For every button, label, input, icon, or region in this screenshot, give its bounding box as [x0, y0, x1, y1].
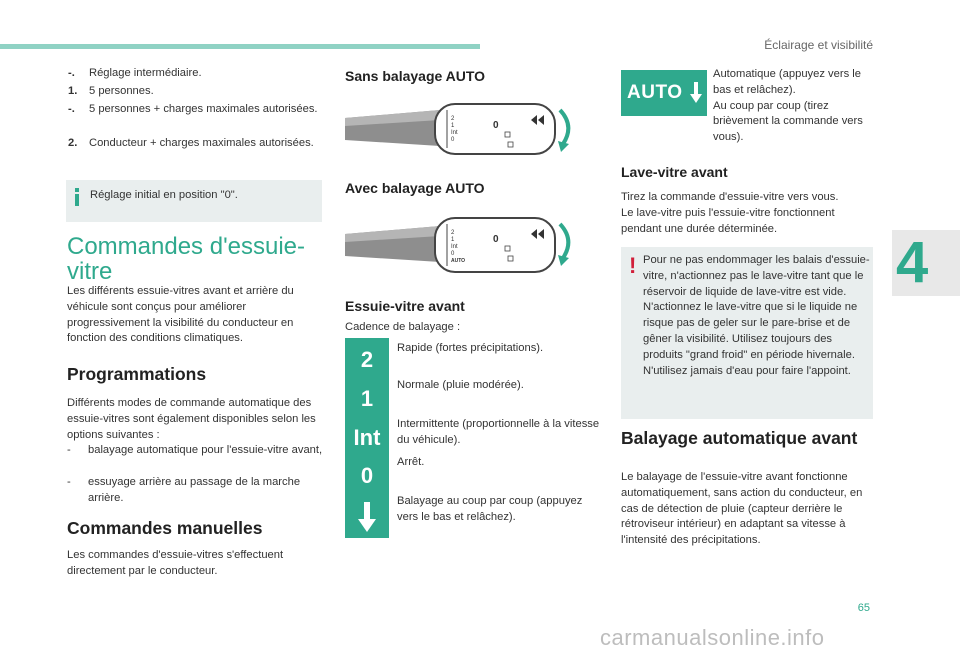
essuie-avant-title: Essuie-vitre avant [345, 298, 465, 314]
list-text: essuyage arrière au passage de la marche arrière. [88, 476, 301, 504]
lave-vitre-title: Lave-vitre avant [621, 164, 728, 180]
avec-auto-title: Avec balayage AUTO [345, 180, 485, 196]
list-text: Conducteur + charges maximales autorisées. [89, 137, 314, 149]
list-marker: -. [68, 103, 75, 115]
stalk-zero: 0 [493, 120, 499, 131]
section-header: Éclairage et visibilité [764, 38, 873, 52]
auto-badge-label: AUTO [627, 82, 683, 103]
manuelles-body: Les commandes d'essuie-vitres s'effectuent directement par le conducteur. [67, 549, 284, 577]
mode-tile-1: 1 [345, 377, 389, 421]
balayage-auto-title: Balayage automatique avant [621, 428, 858, 448]
list-text: 5 personnes + charges maximales autorisées. [89, 103, 318, 115]
mode-tile-2: 2 [345, 338, 389, 382]
list-text: 5 personnes. [89, 85, 154, 97]
top-accent-bar [0, 44, 480, 49]
mode-tile-single [345, 494, 389, 538]
commandes-title: Commandes d'essuie-vitre [67, 233, 306, 285]
stalk-label: 1 [451, 237, 455, 243]
list-dash: - [67, 444, 71, 456]
mode-text: Intermittente (proportionnelle à la vitesse du véhicule). [397, 418, 600, 446]
mode-tile-0: 0 [345, 454, 389, 498]
balayage-auto-body: Le balayage de l'essuie-vitre avant fonctionne automatiquement, sans action du conducteur, en cas de détection de pluie (capteur derrière le rétroviseur intérieur) en adaptant sa vitesse à l'intensité des précipitations. [621, 471, 863, 547]
info-box [66, 180, 322, 222]
list-marker: 2. [68, 137, 78, 149]
page-number: 65 [857, 602, 870, 614]
list-dash: - [67, 476, 71, 488]
lave-vitre-body: Tirez la commande d'essuie-vitre vers vous. Le lave-vitre puis l'essuie-vitre fonctionnent pendant une durée déterminée. [621, 191, 839, 235]
stalk-label: 0 [451, 251, 455, 257]
auto-badge [621, 70, 707, 116]
down-arrow-icon [689, 82, 703, 104]
chapter-tab [892, 230, 960, 296]
mode-text: Rapide (fortes précipitations). [397, 342, 544, 354]
stalk-label: AUTO [451, 258, 466, 264]
list-marker: -. [68, 67, 75, 79]
stalk-label: 0 [451, 137, 455, 143]
list-marker: 1. [68, 85, 78, 97]
stalk-zero: 0 [493, 234, 499, 245]
sans-auto-title: Sans balayage AUTO [345, 68, 486, 84]
list-text: balayage automatique pour l'essuie-vitre avant, [88, 444, 323, 456]
chapter-number: 4 [896, 230, 929, 295]
watermark: carmanualsonline.info [600, 625, 825, 650]
warning-text: Pour ne pas endommager les balais d'essuie-vitre, n'actionnez pas le lave-vitre tant que le réservoir de liquide de lave-vitre est vide. N'actionnez le lave-vitre que si le liquide ne risque pas de geler sur le pare-brise et de gêner la visibilité. Utilisez toujours des produits "grand froid" en période hivernale. N'utilisez jamais d'eau pour faire l'appoint. [643, 254, 870, 377]
programmations-intro: Différents modes de commande automatique des essuie-vitres sont également disponibles selon les options suivantes : [67, 397, 316, 441]
wiper-stalk-illustration [345, 212, 577, 276]
warning-icon: ! [629, 253, 637, 278]
stalk-label: 2 [451, 116, 455, 122]
mode-text: Arrêt. [397, 456, 425, 468]
info-text: Réglage initial en position "0". [90, 189, 238, 201]
mode-tile-int: Int [345, 416, 389, 460]
wiper-stalk-illustration [345, 96, 577, 160]
stalk-label: 1 [451, 123, 455, 129]
down-arrow-icon [345, 494, 389, 538]
commandes-body: Les différents essuie-vitres avant et arrière du véhicule sont conçus pour améliorer progressivement la visibilité du conducteur en fonction des conditions climatiques. [67, 285, 294, 345]
mode-text: Normale (pluie modérée). [397, 379, 524, 391]
stalk-label: Int [451, 244, 458, 250]
list-text: Réglage intermédiaire. [89, 67, 202, 79]
mode-text: Balayage au coup par coup (appuyez vers le bas et relâchez). [397, 495, 583, 523]
info-icon [74, 188, 80, 206]
warning-box [621, 247, 873, 419]
stalk-label: Int [451, 130, 458, 136]
stalk-label: 2 [451, 230, 455, 236]
manuelles-title: Commandes manuelles [67, 518, 263, 538]
auto-mode-text: Automatique (appuyez vers le bas et relâchez). Au coup par coup (tirez brièvement la commande vers vous). [713, 68, 863, 144]
essuie-avant-subtitle: Cadence de balayage : [345, 321, 461, 333]
programmations-title: Programmations [67, 364, 207, 384]
